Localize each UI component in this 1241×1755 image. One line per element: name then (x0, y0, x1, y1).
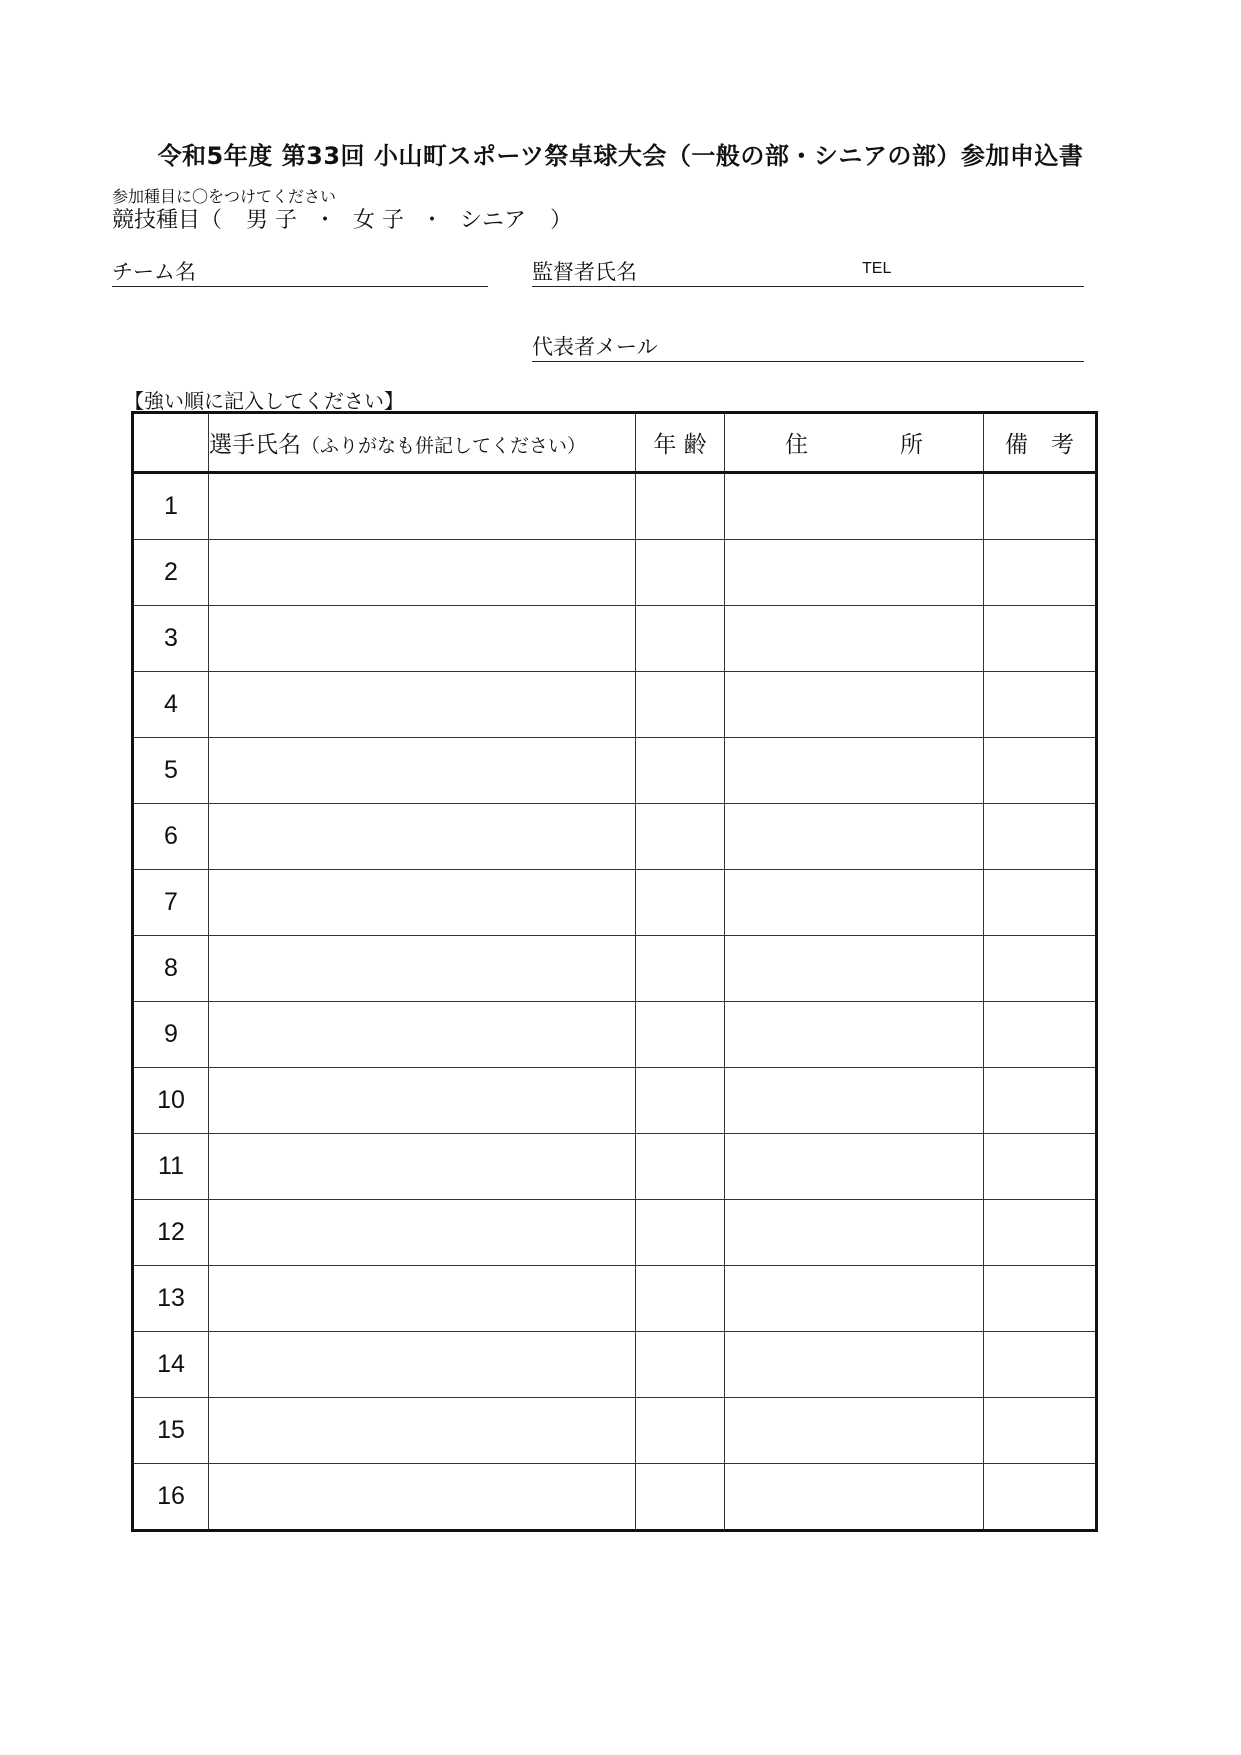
age-cell[interactable] (636, 1200, 725, 1266)
player-name-cell[interactable] (209, 672, 636, 738)
remarks-cell[interactable] (984, 1266, 1097, 1332)
row-number: 8 (133, 936, 209, 1002)
table-row (133, 936, 1097, 1002)
row-number: 7 (133, 870, 209, 936)
address-cell[interactable] (725, 1332, 984, 1398)
remarks-cell[interactable] (984, 540, 1097, 606)
event-separator: ・ (421, 208, 444, 233)
table-row (133, 1464, 1097, 1531)
row-number: 9 (133, 1002, 209, 1068)
player-name-cell[interactable] (209, 540, 636, 606)
table-row (133, 1068, 1097, 1134)
table-header-row (133, 413, 1097, 473)
address-cell[interactable] (725, 1134, 984, 1200)
instruction-text: 【強い順に記入してください】 (124, 389, 404, 413)
remarks-cell[interactable] (984, 1464, 1097, 1531)
age-cell[interactable] (636, 870, 725, 936)
table-row (133, 672, 1097, 738)
address-cell[interactable] (725, 804, 984, 870)
remarks-cell[interactable] (984, 738, 1097, 804)
player-name-cell[interactable] (209, 473, 636, 540)
row-number: 6 (133, 804, 209, 870)
category-note: 参加種目に〇をつけてください (112, 187, 337, 206)
remarks-cell[interactable] (984, 1134, 1097, 1200)
player-name-cell[interactable] (209, 804, 636, 870)
table-row (133, 870, 1097, 936)
address-cell[interactable] (725, 1002, 984, 1068)
remarks-cell[interactable] (984, 473, 1097, 540)
event-separator: ・ (314, 208, 337, 233)
event-option-women[interactable]: 女 子 (353, 208, 405, 233)
player-name-cell[interactable] (209, 1134, 636, 1200)
remarks-cell[interactable] (984, 1398, 1097, 1464)
age-cell[interactable] (636, 738, 725, 804)
table-row (133, 804, 1097, 870)
header-player-name-label: 選手氏名 (209, 432, 301, 458)
player-name-cell[interactable] (209, 1200, 636, 1266)
player-name-cell[interactable] (209, 936, 636, 1002)
table-row (133, 606, 1097, 672)
address-cell[interactable] (725, 672, 984, 738)
team-name-field[interactable] (112, 256, 488, 287)
tel-label: TEL (862, 260, 892, 277)
row-number: 12 (133, 1200, 209, 1266)
age-cell[interactable] (636, 804, 725, 870)
row-number: 3 (133, 606, 209, 672)
remarks-cell[interactable] (984, 936, 1097, 1002)
age-cell[interactable] (636, 1332, 725, 1398)
age-cell[interactable] (636, 606, 725, 672)
header-number (133, 413, 209, 473)
table-row (133, 1398, 1097, 1464)
row-number: 11 (133, 1134, 209, 1200)
age-cell[interactable] (636, 1398, 725, 1464)
remarks-cell[interactable] (984, 1068, 1097, 1134)
team-name-label: チーム名 (112, 260, 196, 284)
representative-email-label: 代表者メール (532, 335, 658, 359)
age-cell[interactable] (636, 1266, 725, 1332)
event-close: ） (550, 208, 573, 233)
remarks-cell[interactable] (984, 1332, 1097, 1398)
age-cell[interactable] (636, 473, 725, 540)
age-cell[interactable] (636, 1002, 725, 1068)
table-row (133, 1266, 1097, 1332)
address-cell[interactable] (725, 1068, 984, 1134)
age-cell[interactable] (636, 1464, 725, 1531)
age-cell[interactable] (636, 540, 725, 606)
remarks-cell[interactable] (984, 1002, 1097, 1068)
table-row (133, 1332, 1097, 1398)
player-name-cell[interactable] (209, 1002, 636, 1068)
coach-name-label: 監督者氏名 (532, 260, 637, 284)
table-row (133, 1200, 1097, 1266)
age-cell[interactable] (636, 936, 725, 1002)
player-name-cell[interactable] (209, 1266, 636, 1332)
remarks-cell[interactable] (984, 1200, 1097, 1266)
address-cell[interactable] (725, 540, 984, 606)
header-address: 住 所 (725, 413, 984, 473)
player-name-cell[interactable] (209, 738, 636, 804)
coach-name-field[interactable] (532, 256, 1084, 287)
row-number: 13 (133, 1266, 209, 1332)
table-row (133, 540, 1097, 606)
event-selection (112, 203, 572, 234)
player-name-cell[interactable] (209, 1398, 636, 1464)
address-cell[interactable] (725, 1266, 984, 1332)
representative-email-field[interactable] (532, 331, 1084, 362)
entry-table (131, 411, 1098, 1532)
address-cell[interactable] (725, 936, 984, 1002)
row-number: 5 (133, 738, 209, 804)
header-player-name-note: （ふりがなも併記してください） (301, 435, 587, 457)
address-cell[interactable] (725, 473, 984, 540)
address-cell[interactable] (725, 738, 984, 804)
address-cell[interactable] (725, 606, 984, 672)
player-name-cell[interactable] (209, 606, 636, 672)
address-cell[interactable] (725, 870, 984, 936)
player-name-cell[interactable] (209, 1332, 636, 1398)
player-name-cell[interactable] (209, 1464, 636, 1531)
row-number: 2 (133, 540, 209, 606)
row-number: 16 (133, 1464, 209, 1531)
event-option-men[interactable]: 男 子 (246, 208, 298, 233)
address-cell[interactable] (725, 1398, 984, 1464)
page-title: 令和5年度 第33回 小山町スポーツ祭卓球大会（一般の部・シニアの部）参加申込書 (157, 142, 1084, 170)
header-player-name (209, 413, 636, 473)
remarks-cell[interactable] (984, 870, 1097, 936)
header-age: 年 齢 (636, 413, 725, 473)
remarks-cell[interactable] (984, 672, 1097, 738)
event-label: 競技種目（ (112, 208, 223, 233)
row-number: 1 (133, 473, 209, 540)
event-option-senior[interactable]: シニア (460, 208, 527, 233)
address-cell[interactable] (725, 1464, 984, 1531)
age-cell[interactable] (636, 1134, 725, 1200)
row-number: 10 (133, 1068, 209, 1134)
table-row (133, 473, 1097, 540)
remarks-cell[interactable] (984, 606, 1097, 672)
row-number: 15 (133, 1398, 209, 1464)
address-cell[interactable] (725, 1200, 984, 1266)
header-remarks: 備 考 (984, 413, 1097, 473)
table-row (133, 1002, 1097, 1068)
remarks-cell[interactable] (984, 804, 1097, 870)
table-row (133, 738, 1097, 804)
player-name-cell[interactable] (209, 870, 636, 936)
age-cell[interactable] (636, 672, 725, 738)
age-cell[interactable] (636, 1068, 725, 1134)
row-number: 14 (133, 1332, 209, 1398)
row-number: 4 (133, 672, 209, 738)
player-name-cell[interactable] (209, 1068, 636, 1134)
table-row (133, 1134, 1097, 1200)
